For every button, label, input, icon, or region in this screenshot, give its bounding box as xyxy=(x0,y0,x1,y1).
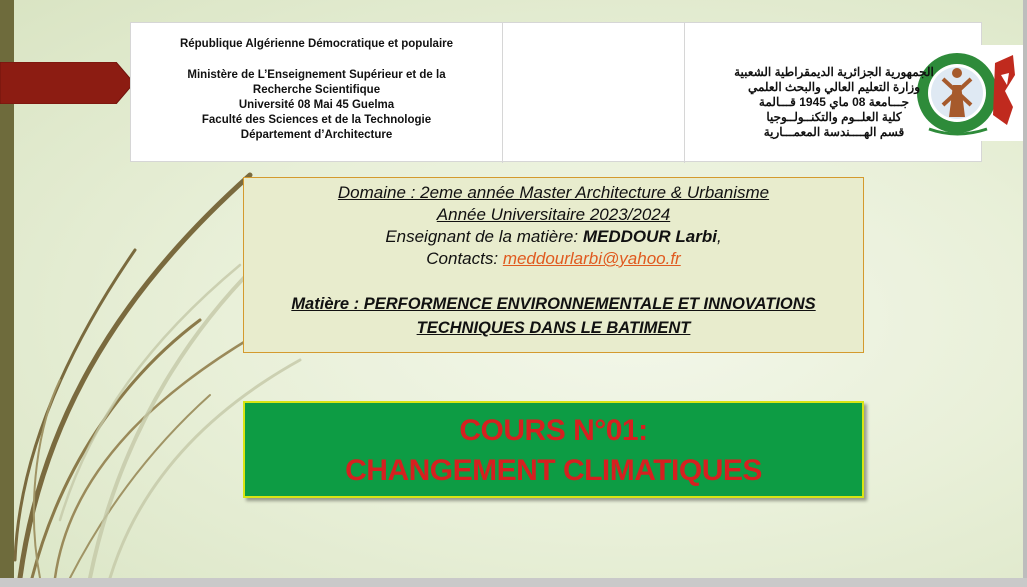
subject-line-2: TECHNIQUES DANS LE BATIMENT xyxy=(416,319,691,337)
header-french xyxy=(131,23,503,163)
header-line: Université 08 Mai 45 Guelma xyxy=(238,99,395,111)
header-line: وزارة التعليم العالي والبحث العلمي xyxy=(747,80,921,94)
header-line: Recherche Scientifique xyxy=(252,84,381,96)
arrow-marker-icon xyxy=(0,62,134,104)
domain-text: Domaine : 2eme année Master Architecture & Urbanisme xyxy=(337,183,770,202)
header-line: Ministère de L’Enseignement Supérieur et de la xyxy=(187,69,446,81)
header-line: جـــامعة 08 ماي 1945 قـــالمة xyxy=(758,95,910,109)
header-line: الجمهورية الجزائرية الديمقراطية الشعبية xyxy=(734,65,934,79)
institution-header xyxy=(130,22,982,162)
header-arabic xyxy=(685,23,983,163)
teacher-text: Enseignant de la matière: MEDDOUR Larbi, xyxy=(385,227,722,246)
header-line: République Algérienne Démocratique et populaire xyxy=(179,38,454,50)
year-text: Année Universitaire 2023/2024 xyxy=(436,205,671,224)
header-logo-cell xyxy=(503,23,685,163)
header-line: Faculté des Sciences et de la Technologie xyxy=(201,114,432,126)
email-link[interactable]: meddourlarbi@yahoo.fr xyxy=(502,249,681,268)
course-info-box xyxy=(243,177,864,353)
course-number: COURS N°01: xyxy=(459,414,648,447)
header-line: قسم الهــــندسة المعمـــارية xyxy=(763,125,905,139)
header-line: كلية العلــوم والتكنــولــوجيا xyxy=(766,110,902,124)
course-title: CHANGEMENT CLIMATIQUES xyxy=(345,454,762,487)
header-line: Département d’Architecture xyxy=(240,129,393,141)
contacts-text: Contacts: meddourlarbi@yahoo.fr xyxy=(426,249,681,268)
window-edge xyxy=(1023,0,1027,578)
course-title-box xyxy=(243,401,864,498)
window-bottom-edge xyxy=(0,578,1027,587)
subject-line-1: Matière : PERFORMENCE ENVIRONNEMENTALE ET INNOVATIONS xyxy=(291,295,816,313)
teacher-name: MEDDOUR Larbi xyxy=(582,227,717,246)
